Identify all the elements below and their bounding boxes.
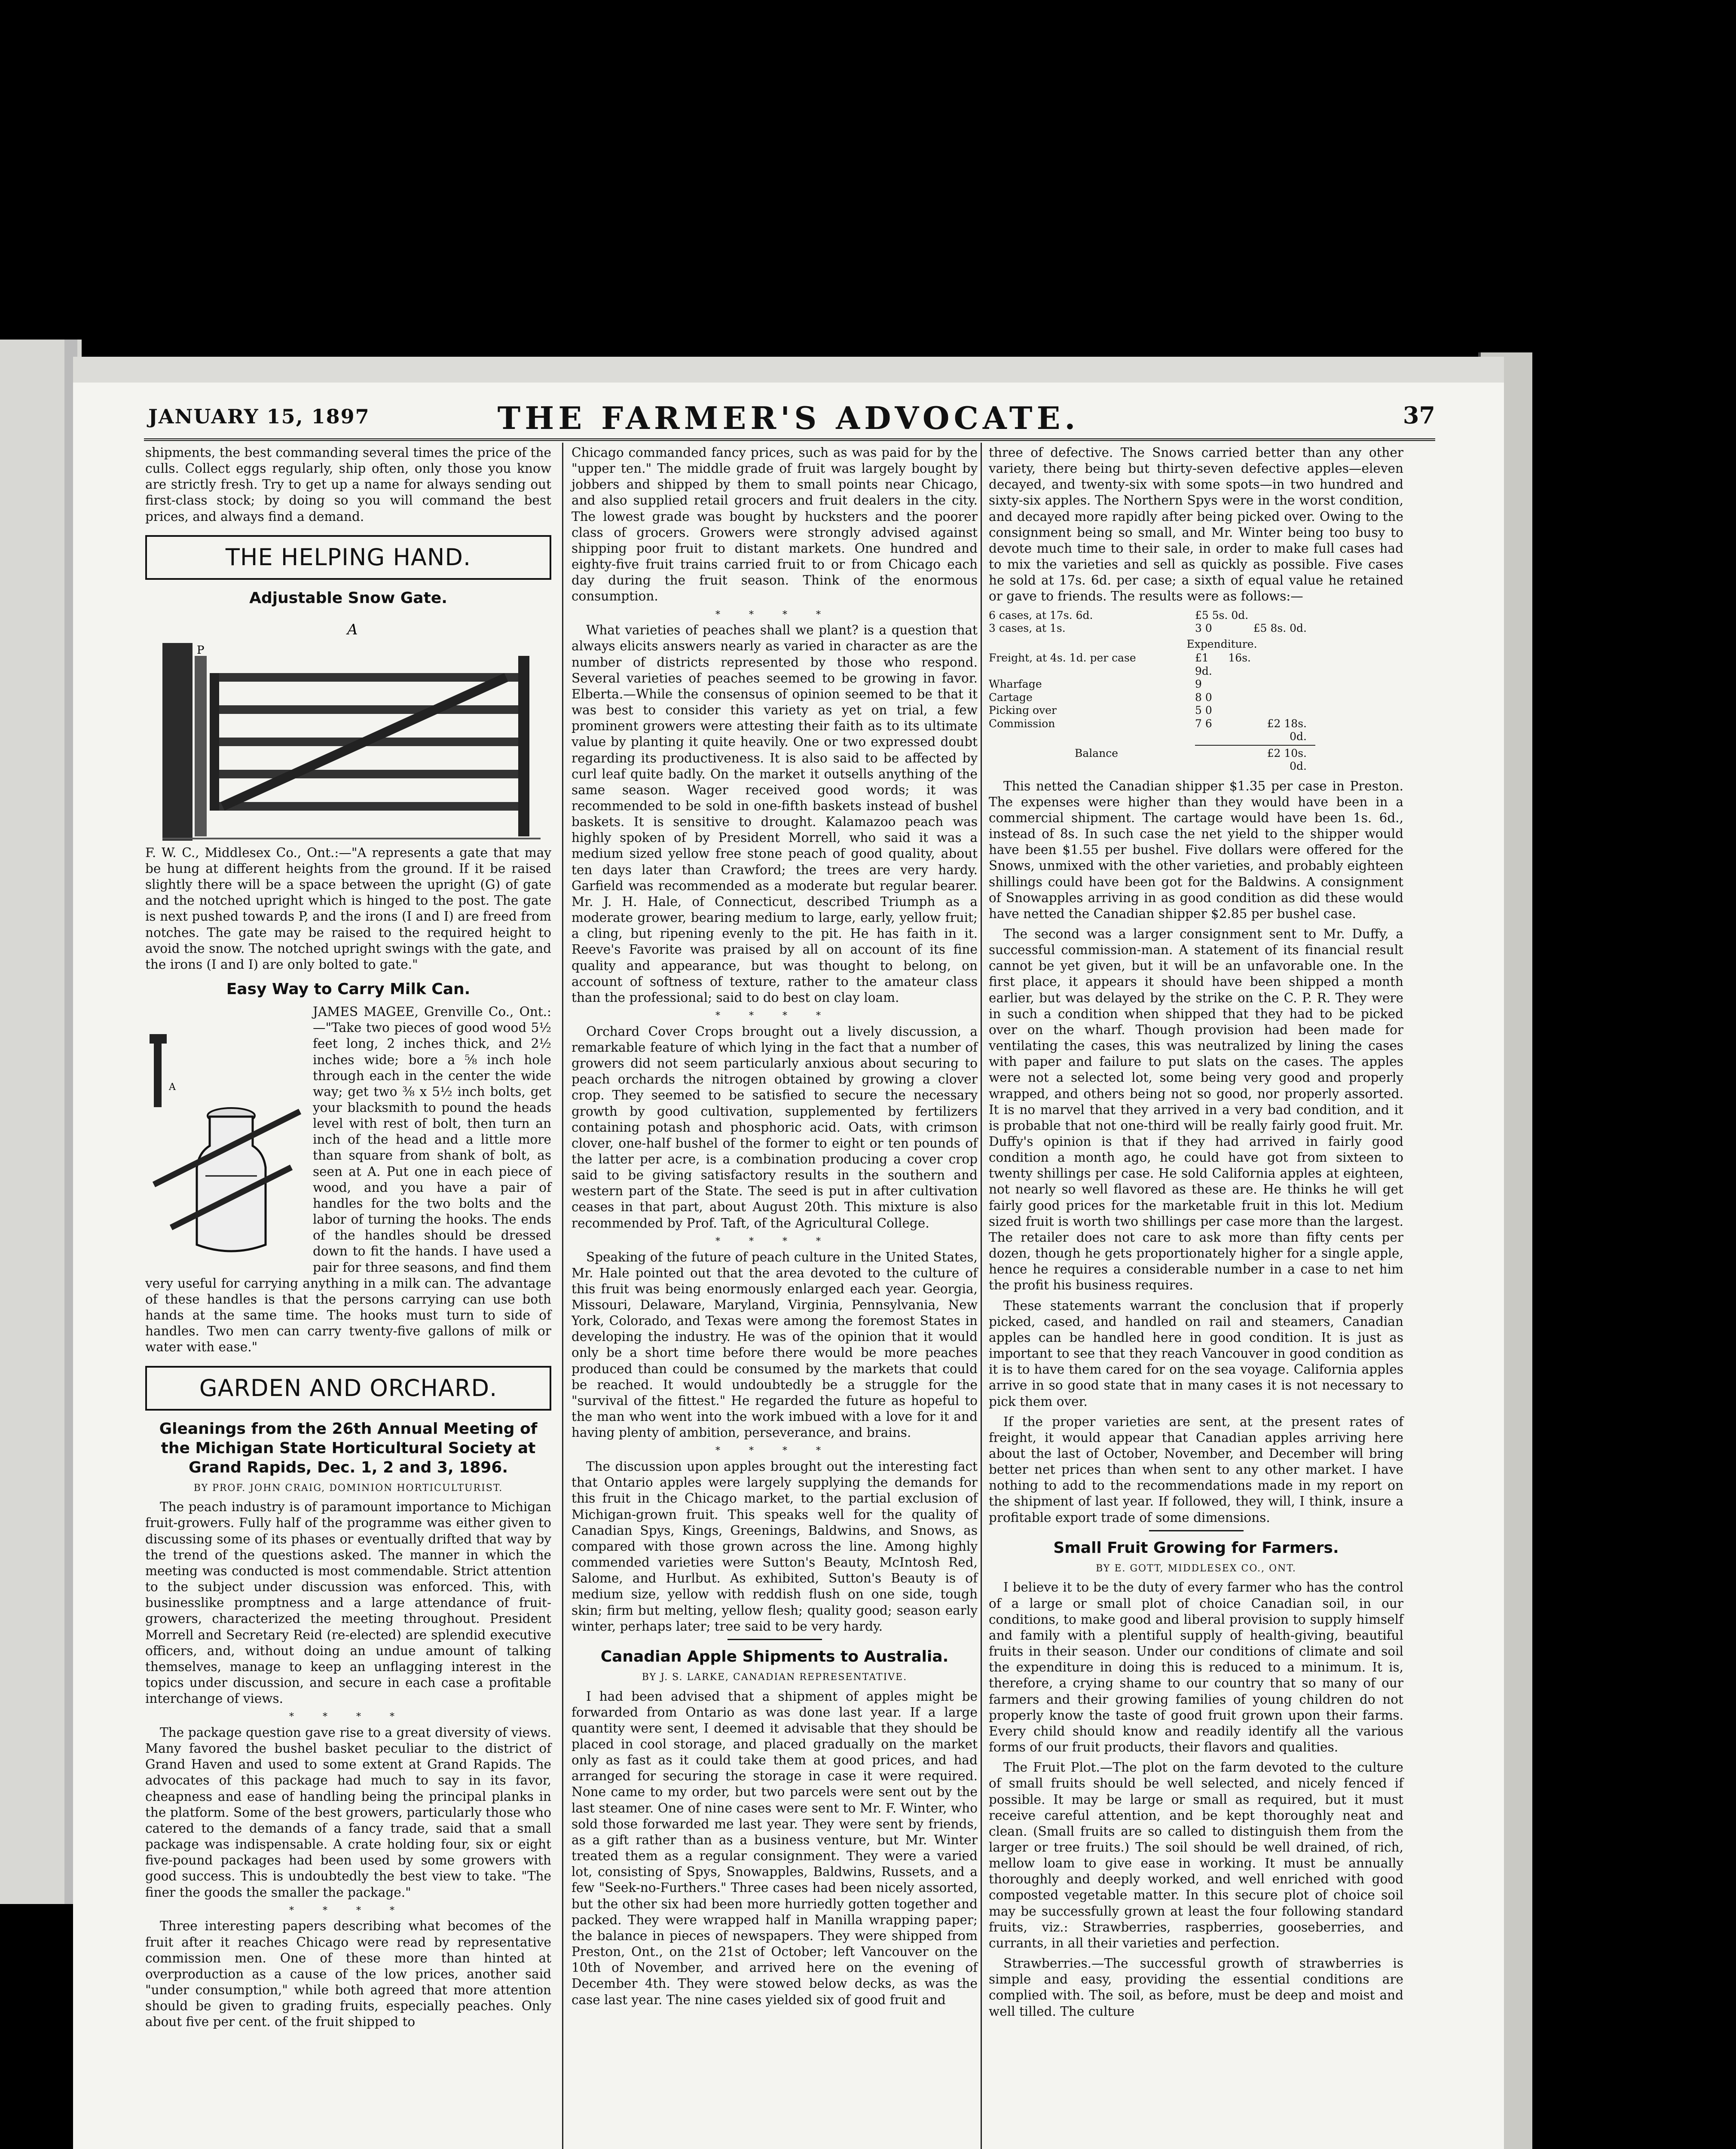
column-rule-1: [562, 443, 563, 2149]
acct-total: £5 8s. 0d.: [1253, 622, 1307, 635]
col2-para-6: I had been advised that a shipment of apples might be forwarded from Ontario as was done last year. If a large quantity were sent, I deemed it advisable that they should be placed in cool storage, and placed gradually on the market only as fast as it could take them at good prices, and had arranged for securing the storage in case it were required. None came to my order, but two parcels were sent out by the last steamer. One of nine cases were sent to Mr. F. Winter, who sold those forwarded me last year. They were sent by friends, as a gift rather than as a business venture, but Mr. Winter treated them as a regular consignment. They were a varied lot, consisting of Spys, Snowapples, Baldwins, Russets, and a few "Seek-no-Furthers." Three cases had been nicely assorted, but the other six had been more hurriedly gotten together and packed. They were wrapped half in Manilla wrapping paper; the balance in pieces of newspapers. They were shipped from Preston, Ont., on the 21st of October; left Vancouver on the 10th of November, and arrived here on the evening of December 4th. They were stowed below decks, as was the case last year. The nine cases yielded six of good fruit and: [572, 1689, 978, 2007]
acct-row-value: 9: [1195, 678, 1202, 691]
acct-row-label: Wharfage: [989, 678, 1042, 691]
page-number: 37: [1403, 401, 1435, 429]
newspaper-page: [73, 357, 1504, 2149]
acct-row-label: Cartage: [989, 691, 1033, 704]
col1-para-3: Three interesting papers describing what becomes of the fruit after it reaches Chicago were read by representative commission men. One of these more than hinted at overproduction as a cause of the low prices, another said "under consumption," while both agreed that more attention should be given to grading fruits, especially peaches. Only about five per cent. of the fruit shipped to: [145, 1919, 551, 2030]
column-1: [145, 445, 551, 2035]
section-garden-orchard: GARDEN AND ORCHARD.: [145, 1366, 551, 1411]
col3-para-8: Strawberries.—The successful growth of strawberries is simple and easy, providing the essential conditions are complied with. The soil, as before, must be deep and moist and well tilled. The culture: [989, 1956, 1403, 2019]
svg-text:P: P: [197, 643, 205, 657]
col3-para-7: The Fruit Plot.—The plot on the farm devoted to the culture of small fruits should be well selected, and nicely fenced if possible. It may be large or small as required, but it must receive careful attention, and be kept thoroughly neat and clean. (Small fruits are so called to distinguish them from the larger or tree fruits.) The soil should be well drained, of rich, mellow loam to give ease in working. It must be annually thoroughly and deeply worked, and well enriched with good composted vegetable matter. In this secure plot of choice soil may be successfully grown at least the four following standard fruits, viz.: Strawberries, raspberries, gooseberries, and currants, in all their varieties and perfection.: [989, 1760, 1403, 1950]
small-fruit-byline: BY E. GOTT, MIDDLESEX CO., ONT.: [1096, 1563, 1296, 1574]
separator-stars: * * * *: [715, 1445, 834, 1457]
issue-date: JANUARY 15, 1897: [148, 405, 370, 428]
separator-stars: * * * *: [715, 609, 834, 620]
snow-gate-text: F. W. C., Middlesex Co., Ont.:—"A represents a gate that may be hung at different heights from the ground. If it be raised slightly there will be a space between the upright (G) of gate and the notched upright which is hinged to the post. The gate is next pushed towards P, and the irons (I and I) are freed from notches. The gate may be raised to the required height to avoid the snow. The notched upright swings with the gate, and the irons (I and I) are only bolted to gate.": [145, 845, 551, 972]
milk-can-title: Easy Way to Carry Milk Can.: [226, 980, 471, 998]
col3-para-4: These statements warrant the conclusion that if properly picked, cased, and handled on rail and steamers, Canadian apples can be handled here in good condition. It is just as important to see that they reach Vancouver in good condition as it is to have them cared for on the sea voyage. California apples arrive in so good state that in many cases it is not necessary to pick them over.: [989, 1298, 1403, 1409]
small-fruit-title: Small Fruit Growing for Farmers.: [1053, 1539, 1339, 1557]
shipments-byline: BY J. S. LARKE, CANADIAN REPRESENTATIVE.: [642, 1671, 908, 1683]
masthead-title: THE FARMER'S ADVOCATE.: [497, 400, 1080, 436]
acct-row-label: Freight, at 4s. 1d. per case: [989, 652, 1136, 664]
col1-para-1: The peach industry is of paramount importance to Michigan fruit-growers. Fully half of the programme was either given to discussing some of its phases or eventually drifted that way by the trend of the questions asked. The manner in which the meeting was conducted is most commendable. Strict attention to the subject under discussion was enforced. This, with businesslike promptness and a large attendance of fruit-growers, characterized the meeting throughout. President Morrell and Secretary Reid (re-elected) are splendid executive officers, and, without doing an undue amount of talking themselves, manage to keep an unflagging interest in the topics under discussion, and secure in each case a profitable interchange of views.: [145, 1500, 551, 1706]
col2-para-5: The discussion upon apples brought out the interesting fact that Ontario apples were largely supplying the demands for this fruit in the Chicago market, to the partial exclusion of Michigan-grown fruit. This speaks well for the quality of Canadian Spys, Kings, Greenings, Baldwins, and Snows, as compared with those grown across the line. Among highly commended varieties were Sutton's Beauty, McIntosh Red, Salome, and Hurlbut. As exhibited, Sutton's Beauty is of medium size, yellow with reddish flush on one side, tough skin; firm but melting, yellow flesh; quality good; season early winter, perhaps later; tree said to be very hardy.: [572, 1459, 978, 1634]
shipments-title: Canadian Apple Shipments to Australia.: [600, 1647, 949, 1665]
acct-row-value: 7 6: [1195, 717, 1212, 730]
col3-para-6: I believe it to be the duty of every farmer who has the control of a large or small plot of choice Canadian soil, in our conditions, to make good and liberal provision to supply himself and family with a plentiful supply of health-giving, beautiful fruits in their season. Under our conditions of climate and soil the expenditure in doing this is reduced to a minimum. It is, therefore, a crying shame to our country that so many of our farmers and their growing families of young children do not properly know the taste of good fruit grown upon their farms. Every child should know and readily identify all the various forms of our fruit products, their flavors and qualities.: [989, 1580, 1403, 1755]
col3-para-5: If the proper varieties are sent, at the present rates of freight, it would appear that Canadian apples arriving here about the last of October, November, and December will bring better net prices than when sent to any other market. I have nothing to add to the recommendations made in my report on the shipment of last year. If followed, they will, I think, insure a profitable export trade of some dimensions.: [989, 1414, 1403, 1525]
gleanings-byline: BY PROF. JOHN CRAIG, DOMINION HORTICULTURIST.: [193, 1482, 503, 1494]
snow-gate-title: Adjustable Snow Gate.: [249, 589, 447, 607]
separator-stars: * * * *: [289, 1711, 407, 1723]
acct-rule: [1195, 745, 1315, 746]
header-rule: [144, 438, 1435, 441]
col2-para-1: Chicago commanded fancy prices, such as was paid for by the "upper ten." The middle grade of fruit was largely bought by jobbers and shipped by them to small points near Chicago, and also supplied retail grocers and fruit dealers in the city. The lowest grade was bought by hucksters and the poorer class of grocers. Growers were strongly advised against shipping poor fruit to distant markets. One hundred and eighty-five fruit trains carried fruit to or from Chicago each day during the fruit season. Think of the enormous consumption.: [572, 445, 978, 604]
col3-para-1: three of defective. The Snows carried better than any other variety, there being but thirty-seven defective apples—eleven decayed, and twenty-six with some spots—in two hundred and sixty-six apples. The Northern Spys were in the worst condition, and decayed more rapidly after being picked over. Owing to the consignment being so small, and Mr. Winter being too busy to devote much time to their sale, in order to make full cases had to mix the varieties and sell as quickly as possible. Five cases he sold at 17s. 6d. per case; a sixth of equal value he retained or gave to friends. The results were as follows:—: [989, 445, 1403, 604]
acct-exp-total: £2 18s. 0d.: [1267, 717, 1307, 743]
col2-para-3: Orchard Cover Crops brought out a lively discussion, a remarkable feature of which lying in the fact that a number of growers did not seem particularly anxious about securing to peach orchards the nitrogen obtained by growing a clover crop. They seemed to be satisfied to secure the necessary growth by good cultivation, supplemented by fertilizers containing potash and phosphoric acid. Oats, with crimson clover, one-half bushel of the former to eight or ten pounds of the latter per acre, is a combination producing a cover crop said to be giving satisfactory results in the southern and western part of the State. The seed is put in after cultivation ceases in that part, about August 20th. This mixture is also recommended by Prof. Taft, of the Agricultural College.: [572, 1024, 978, 1231]
col1-intro: shipments, the best commanding several times the price of the culls. Collect eggs regularly, ship often, only those you know are strictly fresh. Try to get up a name for always sending out first-class stock; by doing so you will command the best prices, and always find a demand.: [145, 445, 551, 524]
column-2: [572, 445, 978, 2012]
gleanings-title: Gleanings from the 26th Annual Meeting of the Michigan State Horticultural Society at Grand Rapids, Dec. 1, 2 and 3, 1896.: [159, 1420, 538, 1476]
col1-para-2: The package question gave rise to a great diversity of views. Many favored the bushel basket peculiar to the district of Grand Haven and used to some extent at Grand Rapids. The advocates of this package had much to say in its favor, cheapness and ease of handling being the principal planks in the platform. Some of the best growers, particularly those who catered to the demands of a fancy trade, said that a small package was indispensable. A crate holding four, six or eight five-pound packages had been used by some growers with good success. This is undoubtedly the best view to take. "The finer the goods the smaller the package.": [145, 1725, 551, 1900]
col3-para-3: The second was a larger consignment sent to Mr. Duffy, a successful commission-man. A statement of its financial result cannot be yet given, but it will be an unfavorable one. In the first place, it appears it should have been shipped a month earlier, but was delayed by the strike on the C. P. R. They were in such a condition when shipped that they had to be picked over on the wharf. Though provision had been made for ventilating the cases, this was neutralized by lining the cases with paper and failure to put slats on the cases. The apples were not a selected lot, some being very good and properly wrapped, and others being not so good, nor properly assorted. It is no marvel that they arrived in a very bad condition, and it is probable that not one-third will be really fairly good fruit. Mr. Duffy's opinion is that if they had arrived in fairly good condition a month ago, he could have got from sixteen to twenty shillings per case. He sold California apples at eighteen, not nearly so well flavored as these are. He thinks he will get fairly good prices for the marketable fruit in this lot. Medium sized fruit is worth two shillings per case more than the largest. The retailer does not care to ask more than fifty cents per dozen, though he gets proportionately higher for a single apple, hence he requires a considerable number in a case to net him the profit his business requires.: [989, 926, 1403, 1293]
milk-can-illustration: [145, 1004, 309, 1262]
separator-stars: * * * *: [715, 1236, 834, 1247]
acct-expenditure-heading: Expenditure.: [1186, 637, 1257, 650]
separator-stars: * * * *: [289, 1905, 407, 1916]
acct-row-label: 3 cases, at 1s.: [989, 622, 1066, 635]
col2-para-4: Speaking of the future of peach culture in the United States, Mr. Hale pointed out that the area devoted to the culture of this fruit was being enormously enlarged each year. Georgia, Missouri, Delaware, Maryland, Virginia, Pennsylvania, New York, Colorado, and Texas were among the foremost States in developing the industry. He was of the opinion that it would only be a short time before there would be more peaches produced than could be consumed by the markets that could be reached. It would undoubtedly be a struggle for the "survival of the fittest." He regarded the future as hopeful to the man who went into the work imbued with a love for it and having plenty of ambition, perseverance, and brains.: [572, 1249, 978, 1440]
column-rule-2: [981, 443, 982, 2149]
acct-balance-value: £2 10s. 0d.: [1267, 747, 1307, 773]
col2-para-2: What varieties of peaches shall we plant? is a question that always elicits answers nearly as varied in character as are the number of districts represented by those who respond. Several varieties of peaches seemed to be growing in favor. Elberta.—While the consensus of opinion seemed to be that it was best to consider this variety as yet on trial, a few prominent growers were attesting their faith as to its ultimate value by planting it quite heavily. One or two expressed doubt regarding its productiveness. It is also said to be affected by curl leaf quite badly. On the market it outsells anything of the same season. Wager received good words; it was recommended to be sold in one-fifth baskets instead of bushel baskets. It is sensitive to drought. Kalamazoo peach was highly spoken of by President Morrell, who said it was a medium sized yellow free stone peach of good quality, about ten days later than Crawford; the trees are very hardy. Garfield was recommended as a moderate but regular bearer. Mr. J. H. Hale, of Connecticut, described Triumph as a moderate grower, bearing medium to large, early, yellow fruit; a cling, but ripening evenly to the pit. He has faith in it. Reeve's Favorite was praised by all on account of its fine quality and appearance, but was thought to belong, on account of softness of texture, rather to the amateur class than the professional; said to do best on clay loam.: [572, 623, 978, 1005]
acct-row-value: 8 0: [1195, 691, 1212, 704]
section-helping-hand: THE HELPING HAND.: [145, 535, 551, 580]
svg-text:A: A: [169, 1082, 176, 1093]
acct-balance-label: Balance: [1075, 747, 1119, 759]
gate-label-a: A: [347, 621, 358, 638]
account-table: [989, 609, 1403, 773]
acct-row-label: Picking over: [989, 704, 1057, 717]
snow-gate-illustration: [145, 613, 551, 845]
acct-row-value: 5 0: [1195, 704, 1212, 717]
column-3: [989, 445, 1403, 2024]
col3-para-2: This netted the Canadian shipper $1.35 per case in Preston. The expenses were higher than they would have been in a commercial shipment. The cartage would have been 1s. 6d., instead of 8s. In such case the net yield to the shipper would have been $1.55 per bushel. Five dollars were offered for the Snows, unmixed with the other varieties, and probably eighteen shillings could have been got for the Baldwins. A consignment of Snowapples arriving in as good condition as did these would have netted the Canadian shipper $2.85 per bushel case.: [989, 778, 1403, 921]
separator-stars: * * * *: [715, 1010, 834, 1022]
page-top-shadow: [73, 357, 1504, 383]
acct-row-label: 6 cases, at 17s. 6d.: [989, 609, 1093, 621]
acct-row-label: Commission: [989, 717, 1055, 730]
acct-row-value: 3 0: [1195, 622, 1212, 635]
short-rule: [727, 1639, 822, 1640]
acct-row-value: £1 16s. 9d.: [1195, 652, 1251, 677]
short-rule: [1149, 1530, 1244, 1531]
milk-can-text: JAMES MAGEE, Grenville Co., Ont.:—"Take two pieces of good wood 5½ feet long, 2 inches thick, and 2½ inches wide; bore a ⅝ inch hole through each in the center the wide way; get two ⅜ x 5½ inch bolts, get your blacksmith to pound the heads level with rest of bolt, then turn an inch of the head and a little more than square from shank of bolt, as seen at A. Put one in each piece of wood, and you have a pair of handles for the two bolts and the labor of turning the hooks. The ends of the handles should be dressed down to fit the hands. I have used a pair for three seasons, and find them very useful for carrying anything in a milk can. The advantage of these handles is that the persons carrying can use both hands at the same time. The hooks must turn to side of handles. Two men can carry twenty-five gallons of milk or water with ease.": [145, 1004, 551, 1355]
acct-row-value: £5 5s. 0d.: [1195, 609, 1249, 621]
